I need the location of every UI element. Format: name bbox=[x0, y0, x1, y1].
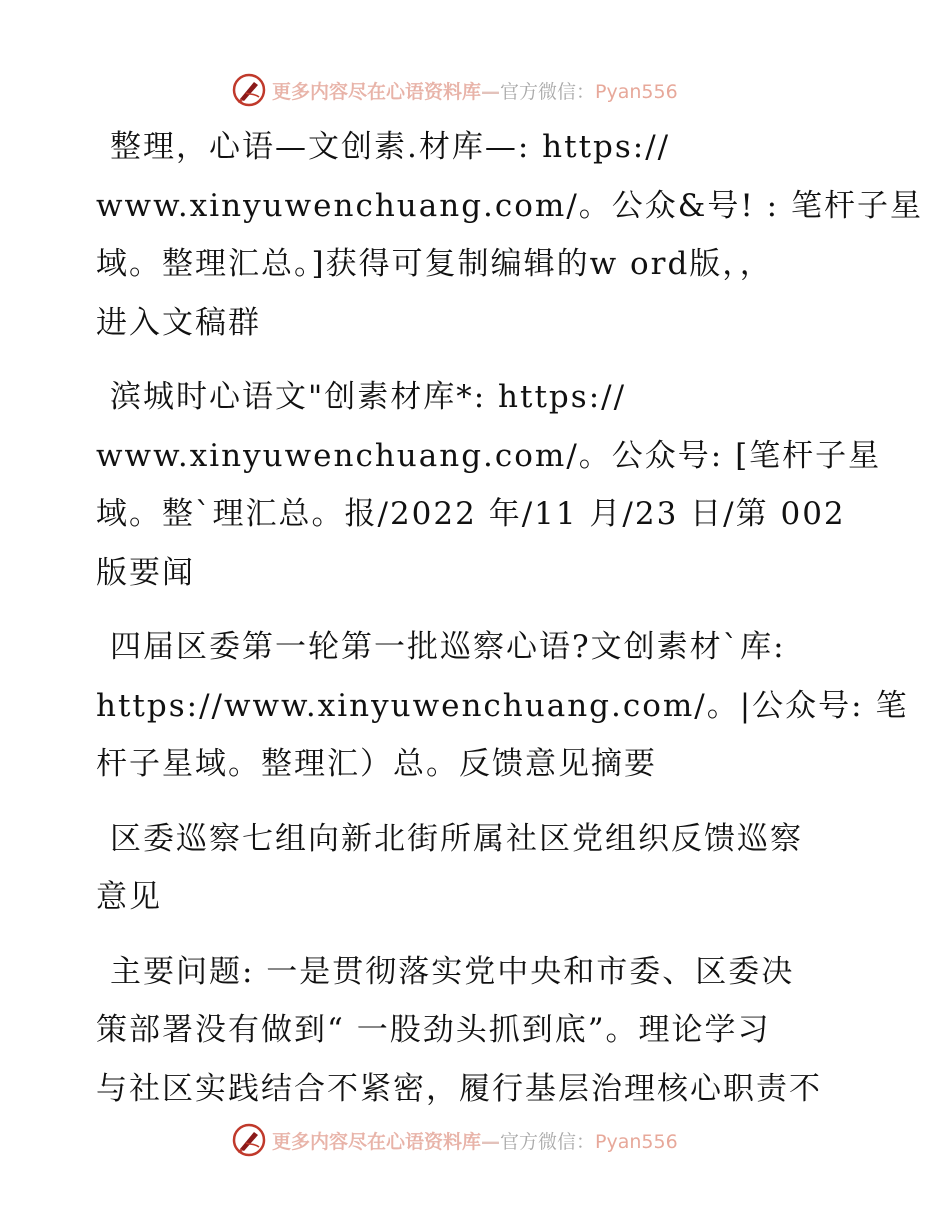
text-line: https://www.xinyuwenchuang.com/。|公众号: 笔 bbox=[96, 687, 909, 724]
banner-text bbox=[272, 77, 678, 104]
paragraph bbox=[96, 810, 856, 927]
text-line: www.xinyuwenchuang.com/。公众号: [笔杆子星 bbox=[96, 437, 882, 474]
text-line: 意见 bbox=[96, 879, 162, 915]
banner-separator: — bbox=[481, 80, 501, 103]
banner-wechat-label: 官方微信： bbox=[500, 80, 596, 103]
text-line: 四届区委第一轮第一批巡察心语?文创素材`库: bbox=[110, 629, 786, 665]
text-line: 杆子星域。整理汇）总。反馈意见摘要 bbox=[96, 746, 657, 782]
paragraph bbox=[96, 943, 856, 1119]
text-line: 整理，心语—文创素.材库—: https:// bbox=[110, 129, 671, 165]
paragraph bbox=[96, 618, 909, 794]
paragraph bbox=[96, 368, 882, 602]
pen-logo-icon bbox=[232, 1123, 266, 1157]
text-line: 域。整`理汇总。报/2022 年/11 月/23 日/第 002 bbox=[96, 496, 846, 532]
banner-wechat-label: 官方微信： bbox=[500, 1130, 596, 1153]
text-line: 区委巡察七组向新北街所属社区党组织反馈巡察 bbox=[110, 820, 803, 857]
banner-wechat-id: Pyan556 bbox=[595, 1130, 678, 1153]
text-line: 进入文稿群 bbox=[96, 304, 261, 341]
text-line: 滨城时心语文"创素材库*: https:// bbox=[110, 379, 627, 415]
banner-text bbox=[272, 1127, 678, 1154]
text-line: 策部署没有做到“ 一股劲头抓到底”。理论学习 bbox=[96, 1012, 771, 1048]
document-body bbox=[96, 118, 923, 1134]
text-line: 与社区实践结合不紧密，履行基层治理核心职责不 bbox=[96, 1070, 822, 1107]
text-line: www.xinyuwenchuang.com/。公众&号! : 笔杆子星 bbox=[96, 187, 923, 224]
banner-separator: — bbox=[481, 1130, 501, 1153]
paragraph bbox=[96, 118, 923, 352]
banner-main-text: 更多内容尽在心语资料库 bbox=[272, 1130, 482, 1153]
text-line: 主要问题: 一是贯彻落实党中央和市委、区委决 bbox=[110, 953, 795, 990]
text-line: 版要闻 bbox=[96, 554, 195, 591]
banner-wechat-id: Pyan556 bbox=[595, 80, 678, 103]
text-line: 域。整理汇总。]获得可复制编辑的w ord版，， bbox=[96, 246, 773, 282]
banner-main-text: 更多内容尽在心语资料库 bbox=[272, 80, 482, 103]
footer-banner bbox=[232, 1120, 752, 1160]
pen-logo-icon bbox=[232, 73, 266, 107]
header-banner bbox=[232, 70, 752, 110]
